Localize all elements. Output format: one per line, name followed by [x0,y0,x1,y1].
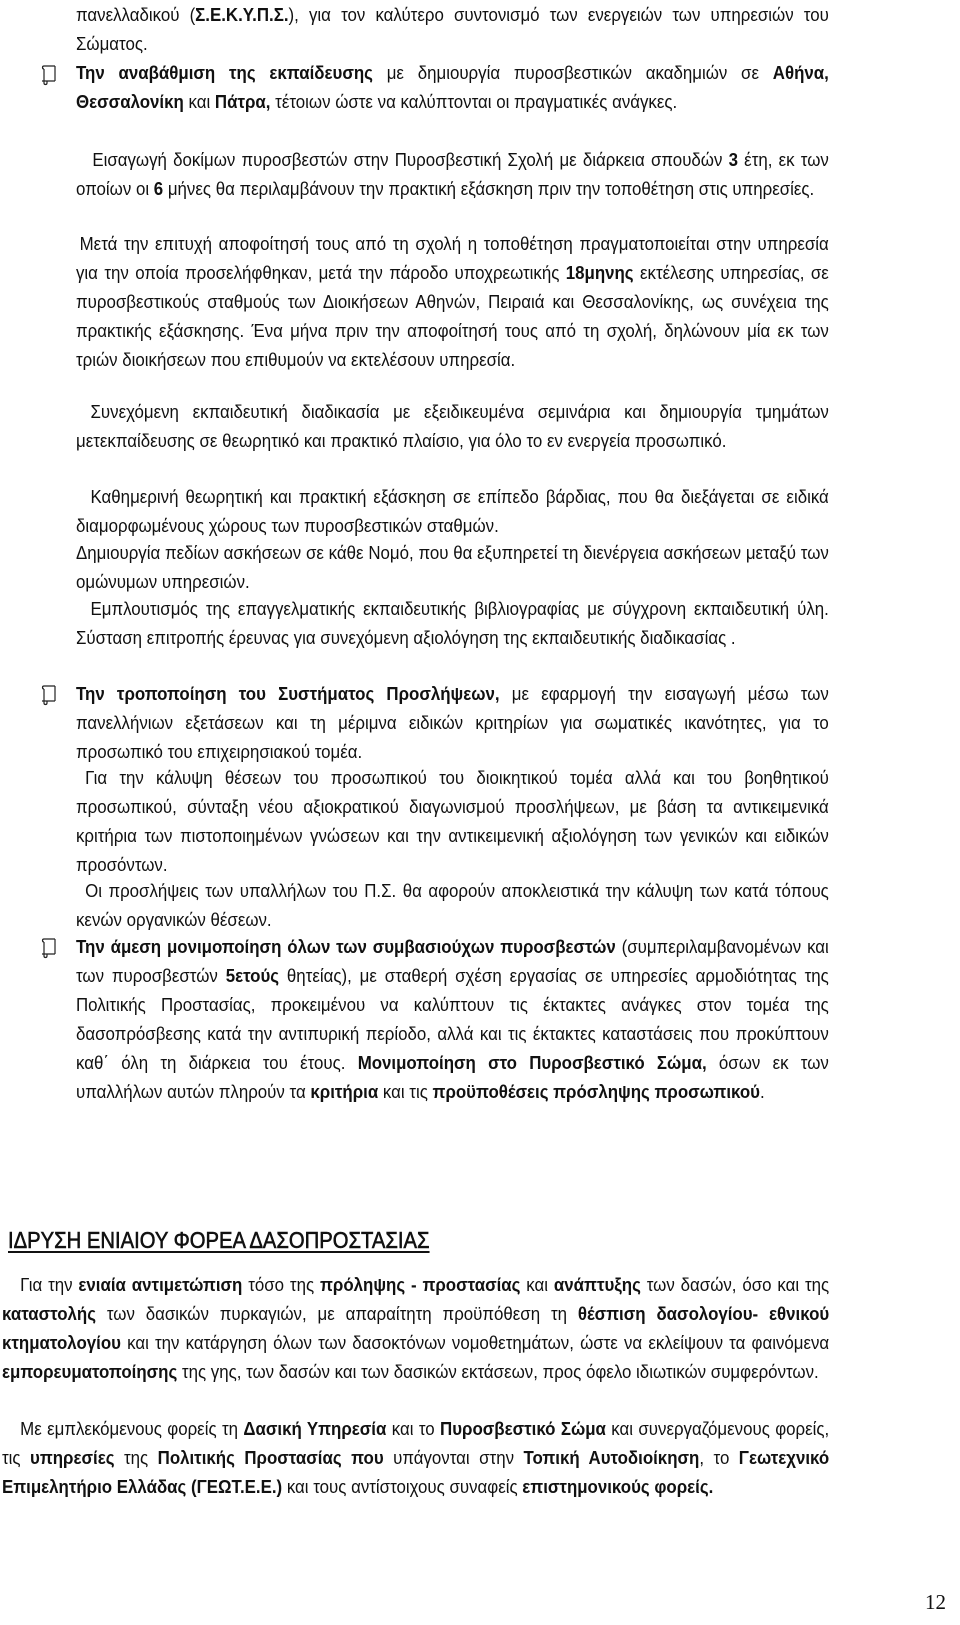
bullet-paragraph-hiring-system [76,679,829,766]
page-number: 12 [925,1590,946,1614]
bold-text-run: επιστημονικούς φορείς. [522,1476,714,1497]
text-run: θητείας), με σταθερή σχέση εργασίας σε υπηρεσίες αρμοδιότητας της Πολιτικής Προστασίας, προκειμένου να καλύπτουν τις έκτακτες ανάγκες στον τομέα της δασοπρόσβεσης κατά την αντιπυρική περίοδο, αλλά και τις έκτακτες καταστάσεις που προκύπτουν καθ΄ όλη τη διάρκεια του έτους. [76,965,829,1073]
bold-text-run: κριτήρια [310,1081,379,1102]
bold-text-run: Δασική Υπηρεσία [243,1418,387,1439]
text-run: μήνες θα περιλαμβάνουν την πρακτική εξάσκηση πριν την τοποθέτηση στις υπηρεσίες. [163,178,815,199]
bold-text-run: Την αναβάθμιση της εκπαίδευσης [76,62,373,83]
paragraph-bibliography [76,594,829,652]
bold-text-run: Την άμεση μονιμοποίηση όλων των συμβασιούχων πυροσβεστών [76,936,616,957]
text-run: πανελλαδικού ( [76,4,196,25]
paragraph-daily-training [76,482,829,540]
paragraph-cadet-intake [76,145,829,203]
bold-text-run: 6 [153,178,164,199]
text-run: τέτοιων ώστε να καλύπτονται οι πραγματικές ανάγκες. [270,91,678,112]
text-run: Για την [20,1274,79,1295]
text-run: έτη, εκ των οποίων οι [76,149,829,199]
bold-text-run: καταστολής [2,1303,96,1324]
text-run: και την κατάργηση όλων των δασοκτόνων νομοθετημάτων, ώστε να εκλείψουν τα φαινόμενα [120,1332,830,1353]
text-run: Οι προσλήψεις των υπαλλήλων του Π.Σ. θα αφορούν αποκλειστικά την κάλυψη των κατά τόπους κενών οργανικών θέσεων. [76,880,829,930]
bold-text-run: θέσπιση δασολογίου- εθνικού κτηματολογίου [2,1303,830,1353]
bullet-paragraph-education [76,58,829,116]
text-run: . [760,1081,765,1102]
text-run: Με εμπλεκόμενους φορείς τη [20,1418,244,1439]
text-run: Για την κάλυψη θέσεων του προσωπικού του διοικητικού τομέα αλλά και του βοηθητικού προσωπικού, σύνταξη νέου αξιοκρατικού διαγωνισμού προσλήψεων, με βάση τα αντικειμενικά κριτήρια των πιστοποιημένων γνώσεων και την αντικειμενική αξιολόγηση των γενικών και ειδικών προσόντων. [76,767,829,875]
bold-text-run: 3 [728,149,738,170]
text-run: της [114,1447,158,1468]
text-run: Εισαγωγή δοκίμων πυροσβεστών στην Πυροσβεστική Σχολή με διάρκεια σπουδών [92,149,729,170]
bold-text-run: προϋποθέσεις πρόσληψης προσωπικού [432,1081,761,1102]
bold-text-run: Μονιμοποίηση στο Πυροσβεστικό Σώμα, [357,1052,707,1073]
text-run: Μετά την επιτυχή αποφοίτησή τους από τη σχολή η τοποθέτηση πραγματοποιείται στην υπηρεσία για την οποία προσελήφθηκαν, μετά την πάροδο υποχρεωτικής [76,233,829,283]
bold-text-run: Αθήνα, Θεσσαλονίκη [76,62,829,112]
text-run: με εφαρμογή την εισαγωγή μέσω των πανελλήνιων εξετάσεων και τη μέριμνα ειδικών κριτηρίων για σωματικές ικανότητες, για το προσωπικό του επιχειρησιακού τομέα. [76,683,829,762]
paragraph-exercise-fields [76,538,829,596]
text-run: (συμπεριλαμβανομένων και των πυροσβεστών [76,936,829,986]
text-run: και συνεργαζόμενους φορείς, τις [2,1418,830,1468]
text-run: και το [386,1418,441,1439]
text-run: και [520,1274,554,1295]
paragraph-continuation [76,0,829,58]
text-run: και τους αντίστοιχους συναφείς [282,1476,523,1497]
bold-text-run: Σ.Ε.Κ.Υ.Π.Σ. [195,4,289,25]
paragraph-unified-approach [2,1270,829,1386]
bold-text-run: Πυροσβεστικό Σώμα [440,1418,606,1439]
paragraph-continuous-training [76,397,829,455]
text-run: των δασικών πυρκαγιών, με απαραίτητη προϋπόθεση τη [95,1303,578,1324]
bold-text-run: ενιαία αντιμετώπιση [78,1274,243,1295]
text-run: , το [699,1447,739,1468]
scroll-bullet-icon [40,937,58,959]
bold-text-run: εμπορευματοποίησης [2,1361,178,1382]
bold-text-run: Την τροποποίηση του Συστήματος Προσλήψεων, [76,683,500,704]
bold-text-run: Τοπική Αυτοδιοίκηση [523,1447,700,1468]
text-run: με δημιουργία πυροσβεστικών ακαδημιών σε [372,62,773,83]
text-run: και [183,91,215,112]
text-run: Δημιουργία πεδίων ασκήσεων σε κάθε Νομό, που θα εξυπηρετεί τη διενέργεια ασκήσεων μεταξύ των ομώνυμων υπηρεσιών. [76,542,829,592]
text-run: υπάγονται στην [383,1447,524,1468]
text-run: εκτέλεσης υπηρεσίας, σε πυροσβεστικούς σταθμούς των Διοικήσεων Αθηνών, Πειραιά και Θεσσαλονίκης, ως συνέχεια της πρακτικής εξάσκησης. Ένα μήνα πριν την αποφοίτησή τους από τη σχολή, δηλώνουν μία εκ των τριών διοικήσεων που επιθυμούν να εκτελέσουν υπηρεσία. [76,262,829,370]
text-run: και τις [378,1081,433,1102]
scroll-bullet-icon [40,684,58,706]
bold-text-run: 5ετούς [225,965,280,986]
section-heading: ΙΔΡΥΣΗ ΕΝΙΑΙΟΥ ΦΟΡΕΑ ΔΑΣΟΠΡΟΣΤΑΣΙΑΣ [8,1227,430,1253]
paragraph-placement [76,229,829,374]
text-run: Συνεχόμενη εκπαιδευτική διαδικασία με εξειδικευμένα σεμινάρια και δημιουργία τμημάτων μετεκπαίδευσης σε θεωρητικό και πρακτικό πλαίσιο, για όλο το εν ενεργεία προσωπικό. [76,401,829,451]
text-run: της γης, των δασών και των δασικών εκτάσεων, προς όφελο ιδιωτικών συμφερόντων. [177,1361,819,1382]
bold-text-run: Πάτρα, [214,91,271,112]
text-run: όσων εκ των υπαλλήλων αυτών πληρούν τα [76,1052,829,1102]
paragraph-local-vacancies [76,876,829,934]
text-run: Εμπλουτισμός της επαγγελματικής εκπαιδευτικής βιβλιογραφίας με σύγχρονη εκπαιδευτική ύλη. Σύσταση επιτροπής έρευνας για συνεχόμενη αξιολόγηση της εκπαιδευτικής διαδικασίας . [76,598,829,648]
text-run: ), για τον καλύτερο συντονισμό των ενεργειών των υπηρεσιών του Σώματος. [76,4,829,54]
bold-text-run: Πολιτικής Προστασίας που [157,1447,384,1468]
bold-text-run: υπηρεσίες [30,1447,115,1468]
bold-text-run: Γεωτεχνικό Επιμελητήριο Ελλάδας (ΓΕΩΤ.Ε.Ε.) [2,1447,830,1497]
text-run: τόσο της [242,1274,320,1295]
text-run: των δασών, όσο και της [640,1274,830,1295]
scroll-bullet-icon [40,64,58,86]
bold-text-run: ανάπτυξης [553,1274,641,1295]
paragraph-stakeholders [2,1414,829,1501]
bullet-paragraph-permanent-staff [76,932,829,1106]
bold-text-run: πρόληψης - προστασίας [319,1274,521,1295]
bold-text-run: 18μηνης [565,262,634,283]
paragraph-admin-hiring [76,763,829,879]
text-run: Καθημερινή θεωρητική και πρακτική εξάσκηση σε επίπεδο βάρδιας, που θα διεξάγεται σε ειδικά διαμορφωμένους χώρους των πυροσβεστικών σταθμών. [76,486,829,536]
